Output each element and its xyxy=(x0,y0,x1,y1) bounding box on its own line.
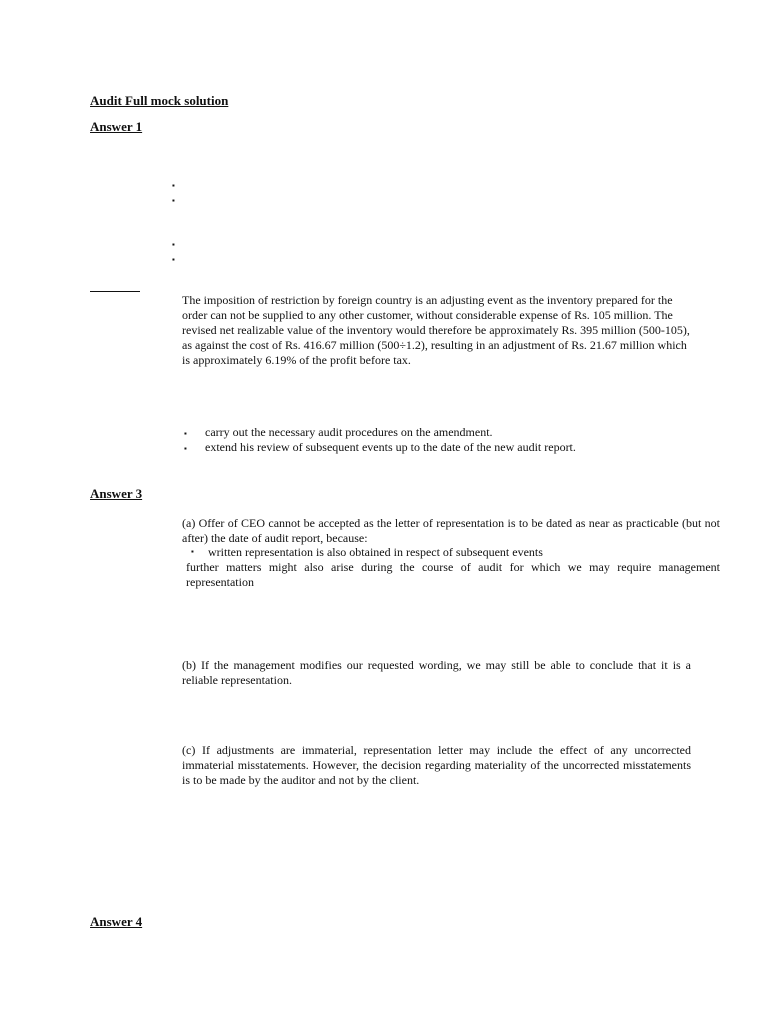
bullet-icon: ▪ xyxy=(191,547,194,556)
empty-bullet-icon: ▪ xyxy=(172,181,175,190)
empty-bullet-icon: ▪ xyxy=(172,240,175,249)
answer-3-part-a-continued: further matters might also arise during the course of audit for which we may require management representation xyxy=(186,560,720,589)
answer-3-part-a: (a) Offer of CEO cannot be accepted as the letter of representation is to be dated as near as practicable (but not after) the date of audit report, because: xyxy=(182,516,720,545)
bullet-icon: ▪ xyxy=(184,429,187,438)
underline-divider xyxy=(90,291,140,292)
answer-3-heading: Answer 3 xyxy=(90,486,143,501)
bullet-icon: ▪ xyxy=(184,444,187,453)
answer-3-part-b: (b) If the management modifies our requested wording, we may still be able to conclude that it is a reliable representation. xyxy=(182,658,691,687)
answer-4-heading: Answer 4 xyxy=(90,914,143,929)
answer-1-bullet-2: extend his review of subsequent events up to the date of the new audit report. xyxy=(205,440,576,454)
empty-bullet-icon: ▪ xyxy=(172,255,175,264)
answer-3-part-a-bullet: written representation is also obtained in respect of subsequent events xyxy=(208,545,543,559)
document-title: Audit Full mock solution xyxy=(90,93,229,108)
answer-1-heading: Answer 1 xyxy=(90,119,143,134)
answer-1-paragraph: The imposition of restriction by foreign country is an adjusting event as the inventory prepared for the order can not be supplied to any other customer, without considerable expense of Rs. 105 million. The revised net realizable value of the inventory would therefore be approximately Rs. 395 million (500-105), as against the cost of Rs. 416.67 million (500÷1.2), resulting in an adjustment of Rs. 21.67 million which is approximately 6.19% of the profit before tax. xyxy=(182,293,690,367)
answer-1-bullet-1: carry out the necessary audit procedures on the amendment. xyxy=(205,425,493,439)
empty-bullet-icon: ▪ xyxy=(172,196,175,205)
answer-3-part-c: (c) If adjustments are immaterial, representation letter may include the effect of any uncorrected immaterial misstatements. However, the decision regarding materiality of the uncorrected misstatements is to be made by the auditor and not by the client. xyxy=(182,743,691,787)
